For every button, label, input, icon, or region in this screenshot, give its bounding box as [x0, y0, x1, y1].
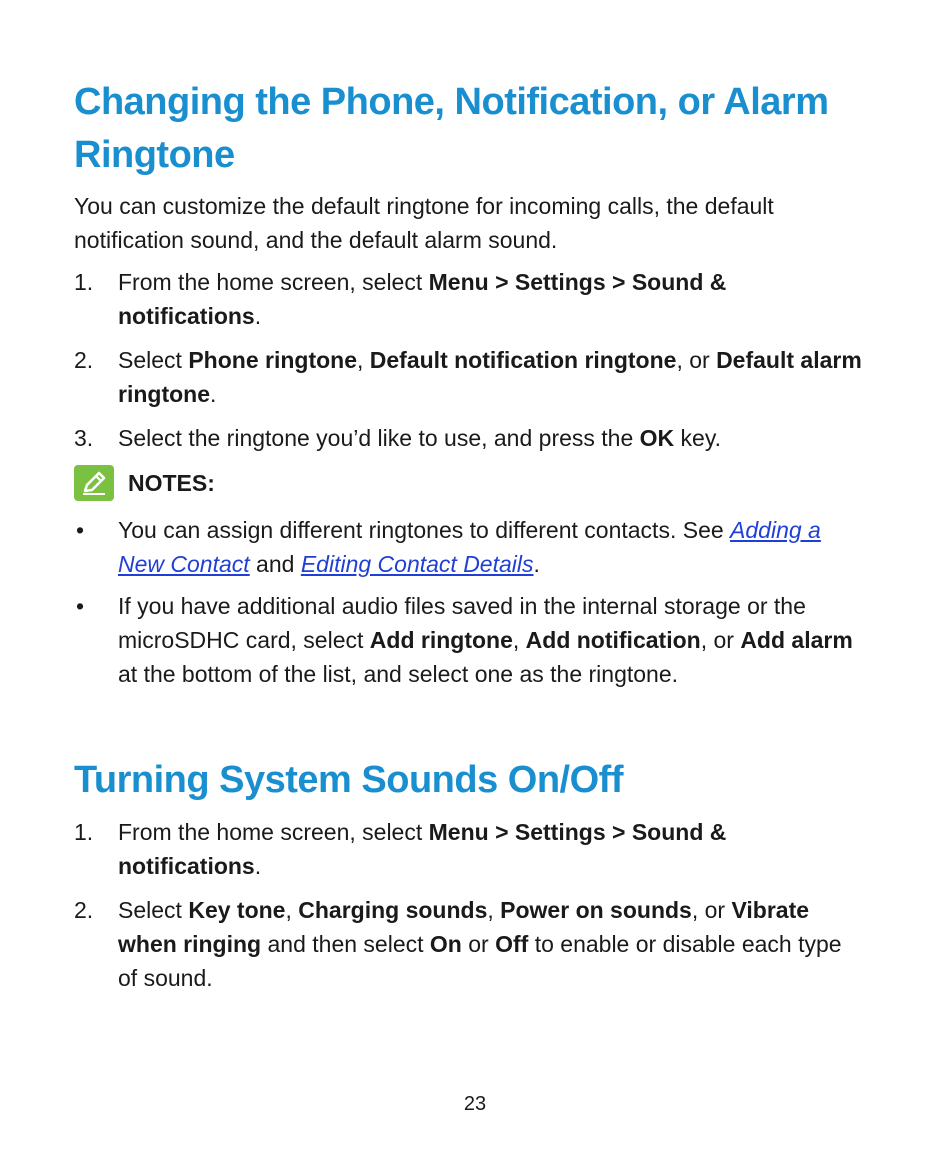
- step-text: From the home screen, select Menu > Settings > Sound & notifications.: [118, 269, 727, 329]
- step-number: 3.: [74, 425, 94, 451]
- step-text: Select the ringtone you’d like to use, and press the OK key.: [118, 425, 722, 451]
- bullet: •: [76, 517, 85, 543]
- step-number: 2.: [74, 347, 94, 373]
- step-text: From the home screen, select Menu > Settings > Sound & notifications.: [118, 819, 727, 879]
- step-1-system-sounds: [74, 815, 874, 883]
- notes-label: NOTES:: [128, 470, 215, 496]
- note-item-contacts: [74, 513, 874, 581]
- note-text: You can assign different ringtones to different contacts. See Adding a New Contact and Editing Contact Details.: [118, 517, 821, 577]
- step-2-system-sounds: [74, 893, 874, 995]
- intro-paragraph: You can customize the default ringtone for incoming calls, the default notification sound, and the default alarm sound.: [74, 193, 774, 253]
- step-text: Select Phone ringtone, Default notification ringtone, or Default alarm ringtone.: [118, 347, 862, 407]
- step-number: 1.: [74, 819, 94, 845]
- step-3-ringtone: [74, 421, 874, 455]
- section-title-system-sounds: Turning System Sounds On/Off: [74, 759, 623, 801]
- pencil-icon: [74, 465, 114, 501]
- step-1-ringtone: [74, 265, 874, 333]
- link-adding-new-contact[interactable]: Adding a New Contact: [118, 517, 821, 577]
- link-editing-contact-details[interactable]: Editing Contact Details: [300, 551, 534, 577]
- step-2-ringtone: [74, 343, 874, 411]
- bullet: •: [76, 593, 85, 619]
- page-number: 23: [463, 1093, 487, 1115]
- step-number: 1.: [74, 269, 94, 295]
- step-number: 2.: [74, 897, 94, 923]
- note-item-audio-files: [74, 589, 874, 691]
- section-title-ringtone: Changing the Phone, Notification, or Alarm Ringtone: [74, 81, 829, 176]
- step-text: Select Key tone, Charging sounds, Power on sounds, or Vibrate when ringing and then select On or Off to enable or disable each type of sound.: [118, 897, 842, 991]
- note-text: If you have additional audio files saved in the internal storage or the microSDHC card, select Add ringtone, Add notification, or Add alarm at the bottom of the list, and select one as the ringtone.: [118, 593, 853, 687]
